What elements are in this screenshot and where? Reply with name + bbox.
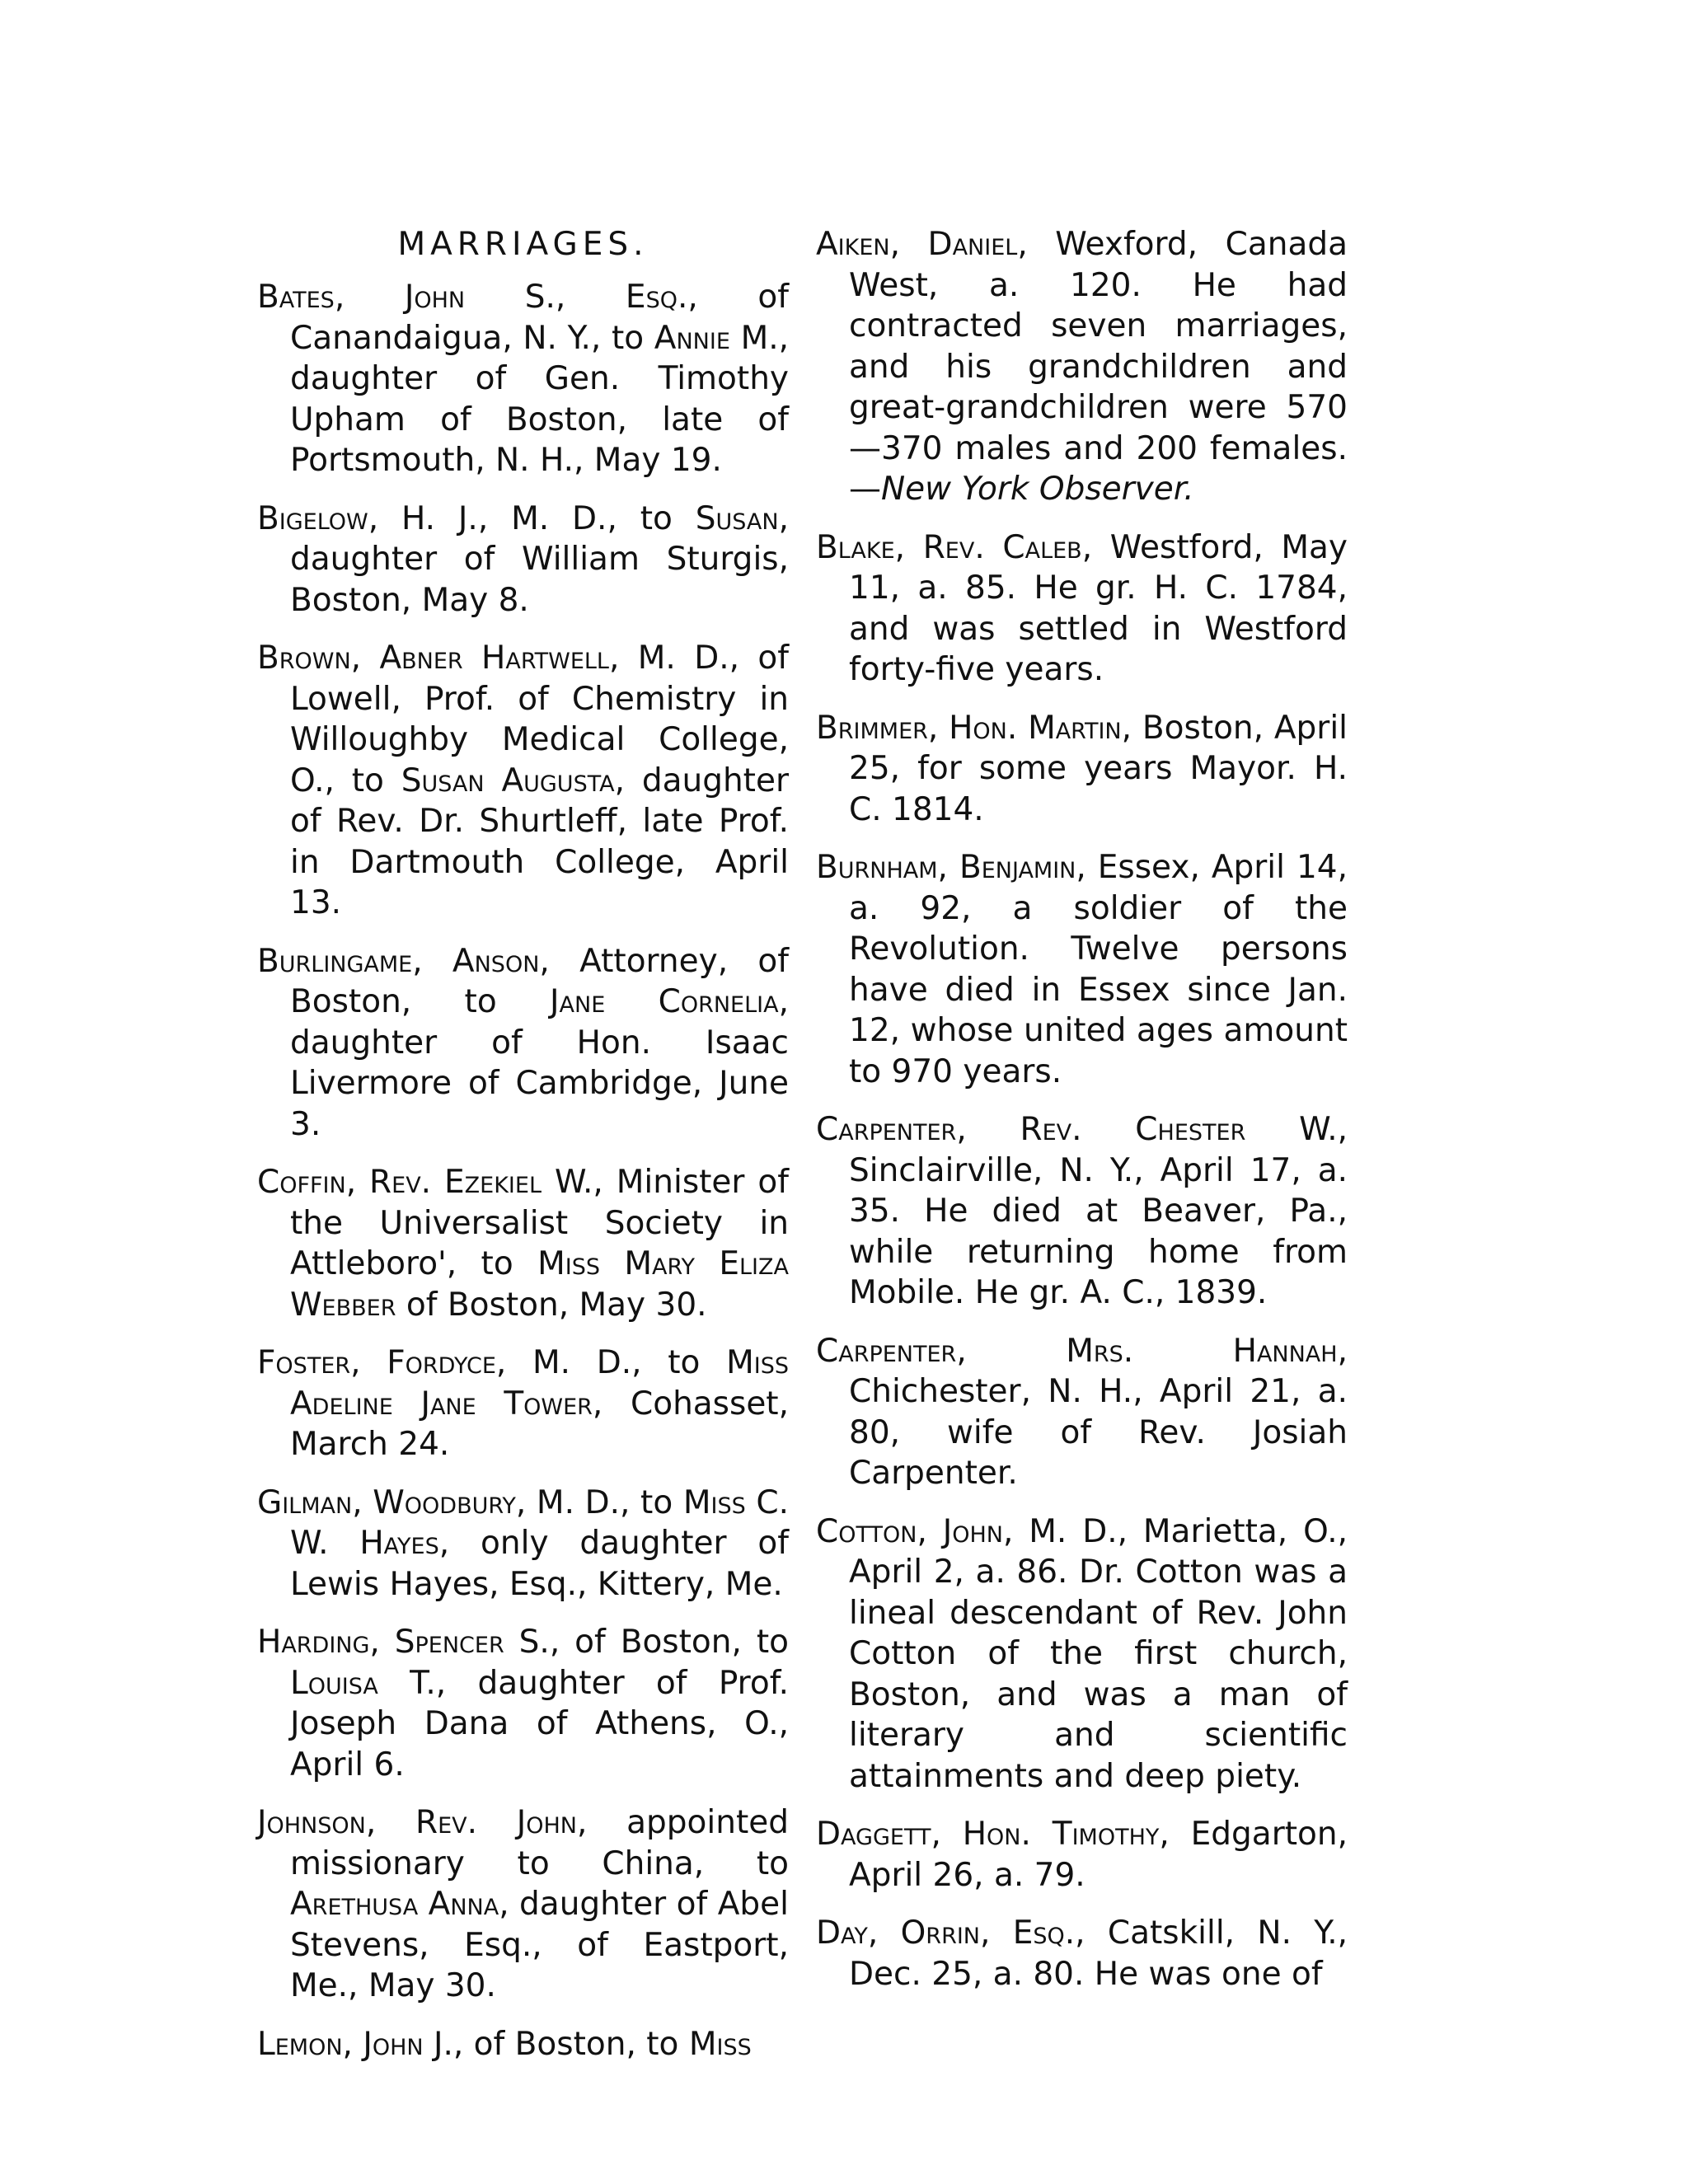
marriage-entry [257,277,789,481]
marriage-entry [257,1162,789,1325]
entry-name: Burnham, Benjamin [816,849,1076,886]
entry-text-2: , daughter of Hon. Isaac Livermore of Cambridge, June 3. [290,983,789,1143]
entry-text-3: , only daughter of Lewis Hayes, Esq., Kittery, Me. [290,1525,789,1603]
marriage-entry [257,499,789,621]
entry-name-2: Miss Mary Eliza Webber [290,1245,789,1324]
entry-text-2: , Cohasset, March 24. [290,1385,790,1463]
entry-text: , M. D., of Lowell, Prof. of Chemistry in Willoughby Medical College, O., to [290,640,789,799]
death-entry [816,708,1348,831]
death-entry [816,1331,1348,1494]
entry-name-2: Miss Adeline Jane Tower [290,1344,789,1422]
marriage-entry [257,1622,789,1785]
marriage-entry [257,1483,789,1605]
entry-name: Carpenter, Rev. Chester [816,1111,1246,1148]
entry-text-2: , daughter of Abel Stevens, Esq., of Eastport, Me., May 30. [290,1886,790,2004]
entry-text: , Chichester, N. H., April 21, a. 80, wife of Rev. Josiah Carpenter. [849,1332,1348,1492]
entry-name: Cotton, John [816,1512,1003,1550]
entry-text: , Attorney, of Boston, to [290,942,789,1020]
entry-name: Daggett, Hon. Timothy [816,1816,1160,1853]
entry-text: J., of Boston, to [423,2025,689,2063]
entry-text: , M. D., to [495,1344,727,1381]
marriage-entry [257,1343,789,1465]
entry-name: Lemon, John [257,2025,424,2063]
entry-name: Foster, Fordyce [257,1344,496,1381]
entry-text: S., of Boston, to [504,1624,789,1661]
entry-name-2: Arethusa Anna [290,1886,499,1923]
marriage-entry [257,2024,789,2065]
entry-name: Coffin, Rev. Ezekiel [257,1164,542,1201]
entry-text: W., Sinclairville, N. Y., April 17, a. 35. He died at Beaver, Pa., while returning home from Mobile. He gr. A. C., 1839. [849,1111,1348,1311]
entry-text: , H. J., M. D., to [368,499,696,537]
entry-name-2: Louisa [290,1664,378,1702]
right-column [816,224,1348,1993]
entry-text: , appointed missionary to China, to [290,1804,789,1882]
entry-name: Harding, Spencer [257,1624,504,1661]
entry-text: , M. D., Marietta, O., April 2, a. 86. Dr. Cotton was a lineal descendant of Rev. John Cotton of the first church, Boston, and was a man of literary and scientific attainments and deep piety. [849,1512,1348,1795]
entry-name: Burlingame, Anson [257,942,540,980]
entry-name: Brimmer, Hon. Martin [816,709,1122,747]
entry-text: , of Canandaigua, N. Y., to [290,279,789,357]
death-entry [816,847,1348,1092]
entry-name-2: Miss [682,1483,746,1521]
entry-name-2: Annie [654,319,730,357]
entry-name-2: Susan Augusta [401,762,615,799]
marriage-entry [257,638,789,924]
entry-text-2: M., daughter of Gen. Timothy Upham of Boston, late of Portsmouth, N. H., May 19. [290,319,790,479]
death-entry [816,224,1348,510]
entry-name-2: Miss [688,2025,752,2063]
entry-name: Bates, John S., Esq. [257,279,688,316]
entry-text-2: C. W. [290,1483,789,1562]
entry-name: Blake, Rev. Caleb [816,528,1082,566]
entry-text: , Essex, April 14, a. 92, a soldier of the Revolution. Twelve persons have died in Essex since Jan. 12, whose united ages amount to 970 years. [849,849,1348,1090]
marriage-entry [257,1802,789,2007]
entry-name: Aiken, Daniel [816,226,1018,263]
entry-name: Carpenter, Mrs. Hannah [816,1332,1338,1370]
entry-name: Johnson, Rev. John [257,1804,577,1841]
entry-name-2: Susan [695,499,779,537]
entry-text: , Boston, April 25, for some years Mayor. H. C. 1814. [849,709,1348,828]
entry-text: , Edgarton, April 26, a. 79. [849,1816,1348,1894]
entry-text-2: of Boston, May 30. [396,1286,707,1324]
entry-name: Bigelow [257,499,368,537]
death-entry [816,527,1348,691]
entry-name: Day, Orrin, Esq. [816,1915,1076,1952]
entry-text: , Wexford, Canada West, a. 120. He had contracted seven marriages, and his grandchildren and great-grandchildren were 570—370 males and 200 females.— [849,226,1348,508]
death-entry [816,1109,1348,1314]
entry-text: , Westford, May 11, a. 85. He gr. H. C. 1784, and was settled in Westford forty-five years. [849,528,1348,688]
entry-name: Gilman, Woodbury [257,1483,516,1521]
death-entry [816,1511,1348,1797]
entry-text-2: , daughter of William Sturgis, Boston, May 8. [290,499,789,619]
section-heading-marriages: MARRIAGES. [397,226,649,263]
entry-name-3: Hayes [359,1525,439,1562]
death-entry [816,1913,1348,1994]
entry-name: Brown, Abner Hartwell [257,640,609,677]
entry-citation: New York Observer. [881,471,1194,508]
left-column [257,224,790,2063]
death-entry [816,1814,1348,1896]
entry-text: , Catskill, N. Y., Dec. 25, a. 80. He was one of [849,1915,1348,1993]
entry-text: W., Minister of the Universalist Society in Attleboro', to [290,1164,789,1282]
entry-text-2: , daughter of Rev. Dr. Shurtleff, late Prof. in Dartmouth College, April 13. [290,762,789,921]
marriage-entry [257,941,789,1146]
entry-text: , M. D., to [515,1483,683,1521]
entry-name-2: Jane Cornelia [550,983,779,1020]
entry-text-2: T., daughter of Prof. Joseph Dana of Athens, O., April 6. [290,1664,789,1783]
